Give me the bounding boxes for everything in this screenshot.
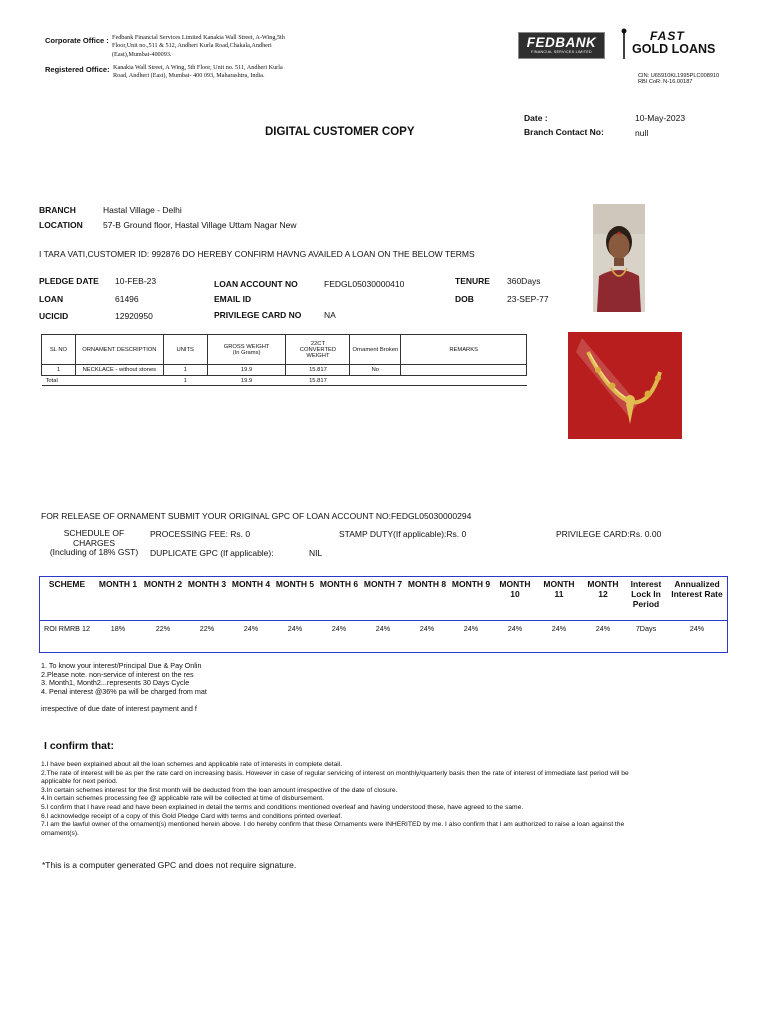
col-header-month-7: MONTH 7 — [363, 579, 403, 589]
table-total-row — [42, 376, 527, 386]
branch-value: Hastal Village - Delhi — [103, 205, 182, 215]
cell-units: 1 — [163, 365, 207, 376]
total-gross-weight: 19.9 — [207, 376, 286, 386]
confirm-list — [41, 761, 731, 838]
cell-month-7: 24% — [375, 624, 391, 633]
tenure-value: 360Days — [507, 276, 541, 286]
duplicate-gpc-label: DUPLICATE GPC (If applicable): — [150, 548, 274, 558]
cell-month-5: 24% — [287, 624, 303, 633]
ornament-table-header — [42, 335, 527, 365]
col-header-month-5: MONTH 5 — [275, 579, 315, 589]
declaration-text: I TARA VATI,CUSTOMER ID: 992876 DO HEREBY CONFIRM HAVNG AVAILED A LOAN ON THE BELOW TERMS — [39, 249, 475, 259]
total-empty — [401, 376, 527, 386]
cell-month-8: 24% — [419, 624, 435, 633]
privilege-card-charge: PRIVILEGE CARD:Rs. 0.00 — [556, 529, 662, 539]
col-header-month-9: MONTH 9 — [451, 579, 491, 589]
ucicid-label: UCICID — [39, 311, 69, 321]
converted-weight-line: CONVERTED — [299, 346, 337, 353]
cell-month-11: 24% — [551, 624, 567, 633]
schedule-of-charges — [40, 529, 148, 558]
cell-annualized-rate: 24% — [689, 624, 705, 633]
schedule-line: (Including of 18% GST) — [49, 547, 139, 558]
col-header-month-10: MONTH 10 — [499, 579, 531, 599]
registered-address-line: Kanakia Wall Street, A Wing, 5th Floor, Unit no. 511, Andheri Kurla — [113, 64, 283, 71]
processing-fee: PROCESSING FEE: Rs. 0 — [150, 529, 251, 539]
confirm-item: 4.In certain schemes processing fee @ applicable rate will be collected at time of disbursement. — [41, 795, 324, 803]
col-header-lock-in-period: Interest Lock In Period — [630, 579, 662, 609]
registered-office-label: Registered Office: — [45, 65, 110, 74]
ornament-photo — [568, 332, 682, 439]
confirm-item: 3.In certain schemes interest for the first month will be deducted from the loan amount irrespective of the date of closure. — [41, 786, 398, 794]
col-header-month-6: MONTH 6 — [319, 579, 359, 589]
converted-weight-line: WEIGHT — [306, 352, 330, 359]
cin-number: CIN: U65910KL1995PLC008910 — [638, 73, 720, 79]
pledge-date-value: 10-FEB-23 — [115, 276, 157, 286]
col-header-month-1: MONTH 1 — [98, 579, 138, 589]
col-header-month-8: MONTH 8 — [407, 579, 447, 589]
cell-remarks — [401, 365, 527, 376]
duplicate-gpc-value: NIL — [309, 548, 323, 558]
col-header-month-4: MONTH 4 — [231, 579, 271, 589]
corporate-address-line: Fedbank Financial Services Limited Kanakia Wall Street, A-Wing,5th — [112, 34, 285, 41]
loan-account-value: FEDGL05030000410 — [324, 279, 405, 289]
col-header-ornament-broken: Ornament Broken — [350, 335, 401, 365]
gross-weight-line: GROSS WEIGHT — [223, 343, 270, 350]
col-header-scheme: SCHEME — [48, 579, 86, 589]
note-item: irrespective of due date of interest payment and f — [41, 704, 197, 713]
cell-ornament-broken: No — [350, 365, 401, 376]
cell-month-2: 22% — [155, 624, 171, 633]
cell-month-10: 24% — [507, 624, 523, 633]
notes-list — [41, 662, 207, 696]
gross-weight-unit: (In Grams) — [232, 349, 261, 356]
fedbank-logo — [518, 32, 605, 59]
cell-month-1: 18% — [110, 624, 126, 633]
tenure-label: TENURE — [455, 276, 490, 286]
confirm-item: applicable for next period. — [41, 778, 118, 786]
note-item: 1. To know your interest/Principal Due & Pay Onlin — [41, 661, 202, 670]
location-label: LOCATION — [39, 220, 83, 230]
cell-scheme-name: ROI RMRB 12 — [44, 624, 90, 633]
col-header-sl-no: SL NO — [42, 335, 76, 365]
privilege-card-no-label: PRIVILEGE CARD NO — [214, 310, 302, 320]
cell-description: NECKLACE - without stones — [75, 365, 163, 376]
confirm-item: 5.I confirm that I have read and have been explained in detail the terms and conditions mentioned overleaf and having understood these, have agreed to the same. — [41, 803, 524, 811]
cell-month-4: 24% — [243, 624, 259, 633]
email-label: EMAIL ID — [214, 294, 252, 304]
cell-month-9: 24% — [463, 624, 479, 633]
col-header-month-3: MONTH 3 — [187, 579, 227, 589]
cell-month-3: 22% — [199, 624, 215, 633]
col-header-description: ORNAMENT DESCRIPTION — [75, 335, 163, 365]
cell-sl-no: 1 — [42, 365, 76, 376]
note-item: 2.Please note. non-service of interest on the res — [41, 669, 194, 679]
confirm-item: 6.I acknowledge receipt of a copy of this Gold Pledge Card with terms and conditions printed overleaf. — [41, 812, 343, 820]
dob-label: DOB — [455, 294, 474, 304]
confirm-item: 1.I have been explained about all the loan schemes and applicable rate of interests in complete detail. — [41, 761, 343, 768]
total-converted-weight: 15.817 — [286, 376, 350, 386]
footer-note: *This is a computer generated GPC and does not require signature. — [42, 860, 297, 870]
ucicid-value: 12920950 — [115, 311, 153, 321]
cell-month-6: 24% — [331, 624, 347, 633]
loan-value: 61496 — [115, 294, 139, 304]
release-instruction: FOR RELEASE OF ORNAMENT SUBMIT YOUR ORIGINAL GPC OF LOAN ACCOUNT NO:FEDGL05030000294 — [41, 511, 472, 521]
col-header-month-11: MONTH 11 — [543, 579, 575, 599]
cell-gross-weight: 19.9 — [207, 365, 286, 376]
dob-value: 23-SEP-77 — [507, 294, 549, 304]
rbi-cor-number: RBI CoR: N-16.00187 — [638, 79, 693, 85]
scheme-table-divider — [39, 620, 728, 621]
pledge-date-label: PLEDGE DATE — [39, 276, 99, 286]
note-item: 4. Penal interest @36% pa will be charged from mat — [41, 686, 207, 696]
branch-contact-value: null — [635, 128, 649, 138]
fast-logo-text: FAST — [650, 29, 685, 43]
ornament-table — [41, 334, 527, 386]
corporate-address-line: (East),Mumbai-400093. — [112, 50, 172, 58]
date-value: 10-May-2023 — [635, 113, 686, 123]
total-empty — [75, 376, 163, 386]
schedule-line: SCHEDULE OF — [63, 528, 125, 538]
confirm-item: ornament(s). — [41, 829, 79, 837]
cell-converted-weight: 15.817 — [286, 365, 350, 376]
col-header-units: UNITS — [163, 335, 207, 365]
col-header-month-2: MONTH 2 — [143, 579, 183, 589]
col-header-gross-weight — [207, 335, 286, 365]
corporate-office-address — [112, 34, 322, 59]
branch-contact-label: Branch Contact No: — [524, 127, 604, 137]
corporate-address-line: Floor,Unit no.,511 & 512, Andheri Kurla Road,Chakala,Andheri — [112, 42, 272, 50]
customer-photo — [593, 204, 645, 312]
cell-lock-in-period: 7Days — [635, 624, 657, 633]
corporate-office-label: Corporate Office : — [45, 36, 109, 45]
col-header-converted-weight — [286, 335, 350, 365]
total-label: Total — [42, 376, 76, 386]
gold-loans-logo-text: GOLD LOANS — [632, 42, 716, 56]
loan-account-label: LOAN ACCOUNT NO — [214, 279, 298, 289]
col-header-month-12: MONTH 12 — [587, 579, 619, 599]
col-header-annualized-rate: Annualized Interest Rate — [671, 579, 723, 599]
schedule-line: CHARGES — [72, 537, 116, 548]
col-header-remarks: REMARKS — [401, 335, 527, 365]
converted-weight-line: 22CT — [310, 340, 326, 347]
registered-office-address — [113, 64, 323, 81]
location-value: 57-B Ground floor, Hastal Village Uttam Nagar New — [103, 220, 297, 230]
pin-divider-icon — [619, 28, 629, 60]
registered-address-line: Road, Andheri (East), Mumbai- 400 093, Maharashtra, India. — [113, 72, 265, 80]
stamp-duty: STAMP DUTY(If applicable):Rs. 0 — [339, 529, 467, 539]
fedbank-logo-subtext: FINANCIAL SERVICES LIMITED — [531, 50, 592, 54]
fedbank-logo-text: FEDBANK — [526, 35, 597, 50]
privilege-card-no-value: NA — [324, 310, 336, 320]
cell-month-12: 24% — [595, 624, 611, 633]
loan-label: LOAN — [39, 294, 64, 304]
date-label: Date : — [524, 113, 548, 123]
branch-label: BRANCH — [39, 205, 76, 215]
total-empty — [350, 376, 401, 386]
confirm-heading: I confirm that: — [44, 740, 114, 752]
note-item: 3. Month1, Month2...represents 30 Days Cycle — [41, 678, 190, 688]
confirm-item: 2.The rate of interest will be as per the rate card on increasing basis. However in case of regular servicing of interest on monthly/quarterly basis then the rate of interest of immediate last period will be — [41, 769, 629, 777]
total-units: 1 — [163, 376, 207, 386]
confirm-item: 7.I am the lawful owner of the ornament(s) mentioned herein above. I do hereby confirm that these Ornaments were INHERITED by me. I also confirm that I am authorized to raise a loan against the — [41, 821, 625, 829]
page-title: DIGITAL CUSTOMER COPY — [265, 126, 415, 138]
table-row — [42, 365, 527, 376]
